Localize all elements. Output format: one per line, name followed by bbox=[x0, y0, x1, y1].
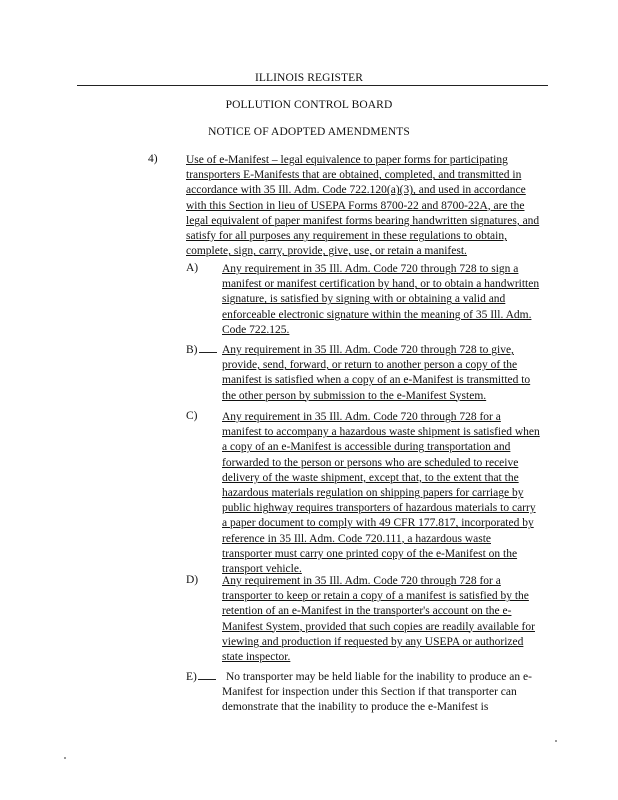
scan-speck bbox=[555, 740, 557, 742]
item-c-label: C) bbox=[186, 410, 198, 422]
item-c-text: Any requirement in 35 Ill. Adm. Code 720 through 728 for a manifest to accompany a hazardous waste shipment is satisfied when a copy of an e-Manifest is accessible during transportation and forwarded to the person or persons who are scheduled to receive delivery of the waste shipment, except that, to the extent that the hazardous materials regulation on shipping papers for carriage by public highway requires transporters of hazardous materials to carry a paper document to comply with 49 CFR 177.817, incorporated by reference in 35 Ill. Adm. Code 720.111, a hazardous waste transporter must carry one printed copy of the e-Manifest on the transport vehicle. bbox=[222, 411, 540, 576]
section-body bbox=[186, 153, 544, 259]
section-title: Use of e-Manifest – legal equivalence to paper forms for participating transporters bbox=[186, 154, 508, 182]
notice-title: NOTICE OF ADOPTED AMENDMENTS bbox=[208, 126, 410, 138]
item-e-label: E) bbox=[186, 670, 216, 683]
section-number: 4) bbox=[148, 153, 158, 165]
board-title: POLLUTION CONTROL BOARD bbox=[225, 99, 393, 111]
item-a-label: A) bbox=[186, 262, 199, 274]
item-a-text: Any requirement in 35 Ill. Adm. Code 720 through 728 to sign a manifest or manifest certification by hand, or to obtain a handwritten signature, is satisfied by signing with or obtaining a valid and enforceable electronic signature within the meaning of 35 Ill. Adm. Code 722.125. bbox=[222, 263, 540, 336]
section-text: E-Manifests that are obtained, completed, and transmitted in accordance with 35 Ill. Adm. Code 722.120(a)(3), and used in accordance with this Section in lieu of USEPA Forms 8700-22 and 8700-22A, are the legal equivalent of paper manifest forms bearing handwritten signatures, and satisfy for all purposes any requirement in these regulations to obtain, complete, sign, carry, provide, give, use, or retain a manifest. bbox=[186, 169, 540, 258]
item-b-label: B) bbox=[186, 343, 217, 356]
item-d-text: Any requirement in 35 Ill. Adm. Code 720 through 728 for a transporter to keep or retain a copy of a manifest is satisfied by the retention of an e-Manifest in the transporter's account on the e-Manifest System, provided that such copies are readily available for viewing and production if requested by any USEPA or authorized state inspector. bbox=[222, 575, 535, 664]
scan-speck bbox=[64, 757, 66, 759]
header-rule bbox=[77, 85, 548, 86]
item-e-text: No transporter may be held liable for the inability to produce an e-Manifest for inspection under this Section if that transporter can demonstrate that the inability to produce the e-Manifest is bbox=[222, 671, 532, 714]
register-title: ILLINOIS REGISTER bbox=[254, 72, 364, 84]
item-b-text: Any requirement in 35 Ill. Adm. Code 720 through 728 to give, provide, send, forward, or return to another person a copy of the manifest is satisfied when a copy of an e-Manifest is transmitted to the other person by submission to the e-Manifest System. bbox=[222, 344, 531, 402]
item-d-label: D) bbox=[186, 574, 199, 586]
